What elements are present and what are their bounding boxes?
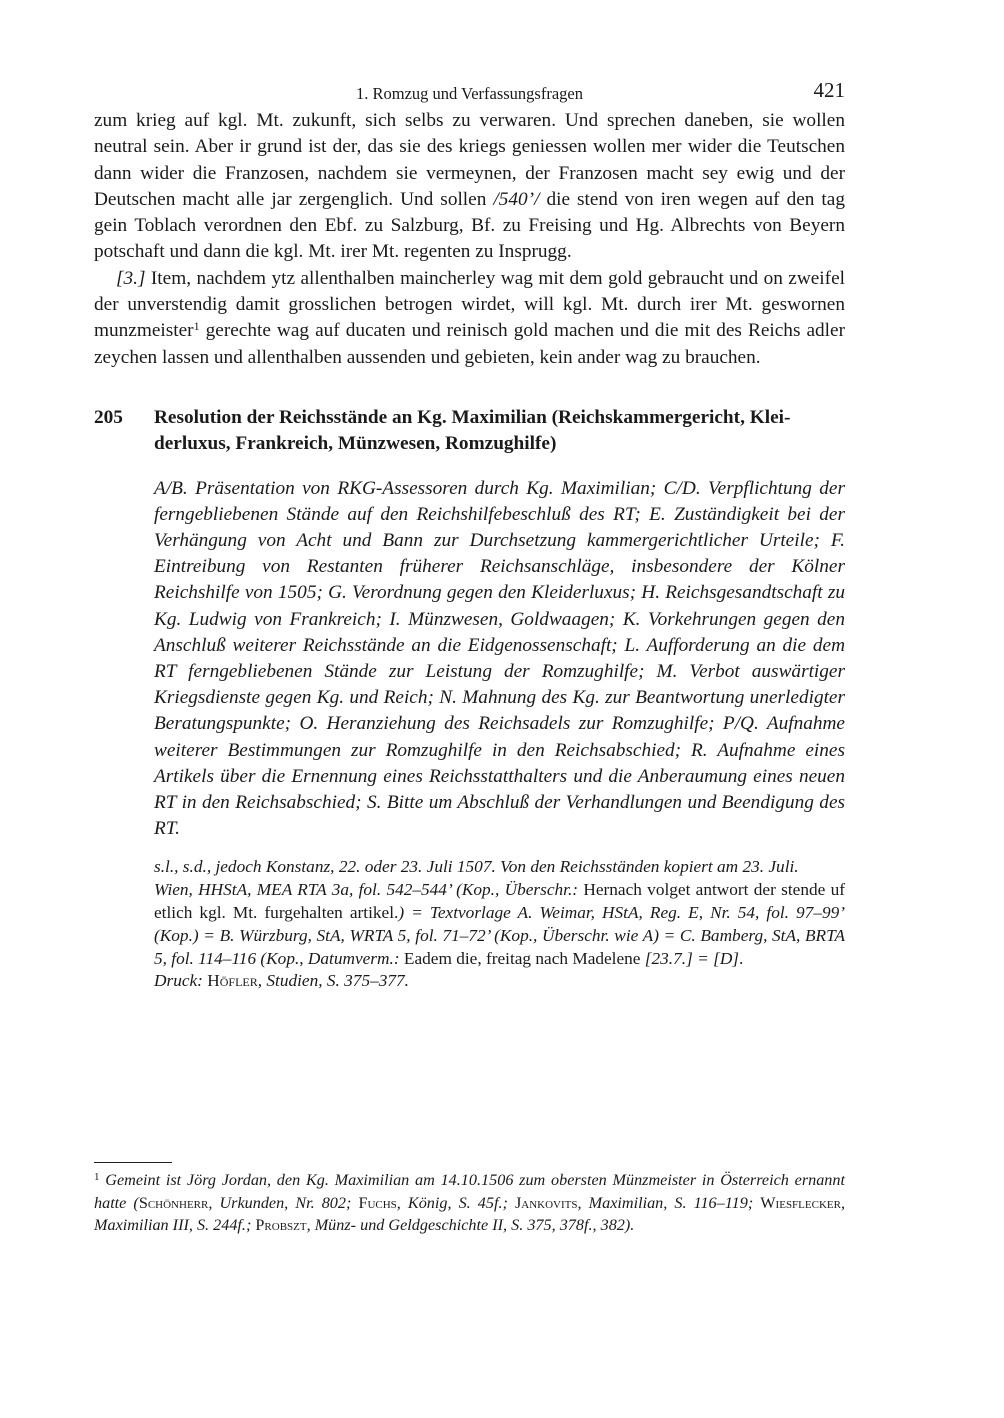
footnote-marker: 1: [94, 1171, 100, 1183]
footnote-1: [94, 1169, 845, 1237]
dating-line: [154, 856, 845, 879]
quoted-heading: Hernach volget antwort der stende uf etlich kgl. Mt. furgehalten artikel.: [154, 880, 845, 922]
document-summary: A/B. Präsentation von RKG-Assessoren durch Kg. Maximilian; C/D. Verpflichtung der ferngebliebenen Stände auf den Reichshilfebeschluß des RT; E. Zuständigkeit bei der Verhängung von Acht und Bann zur Durchsetzung kammergerichtlicher Urteile; F. Eintreibung von Restanten früherer Reichsanschläge, insbesondere der Kölner Reichshilfe von 1505; G. Verordnung gegen den Kleiderluxus; H. Reichsgesandtschaft zu Kg. Ludwig von Frankreich; I. Münzwesen, Goldwaagen; K. Vorkehrungen gegen den Anschluß weiterer Reichsstände an die Eidgenossenschaft; L. Aufforderung an die dem RT ferngebliebenen Stände zur Leistung der Romzughilfe; M. Verbot auswärtiger Kriegsdienste gegen Kg. und Reich; N. Mahnung des Kg. zur Beantwortung unerledigter Beratungspunkte; O. Heranziehung des Reichsadels zur Romzughilfe; P/Q. Aufnahme weiterer Bestimmungen zur Romzughilfe in den Reichsabschied; R. Aufnahme eines Artikels über die Ernennung eines Reichsstatthalters und die Anberaumung eines neuen RT in den Reichsabschied; S. Bitte um Abschluß der Verhandlungen und Beendigung des RT.: [154, 477, 845, 840]
paragraph-continued: [94, 108, 845, 266]
paragraph-item-3: [94, 266, 845, 371]
footnote-separator: [94, 1162, 172, 1163]
author-name: Höfler: [207, 971, 258, 991]
document-apparatus: [154, 476, 845, 994]
quoted-date: Eadem die, freitag nach Madelene: [399, 948, 645, 968]
footnote-reference[interactable]: 1: [193, 319, 200, 334]
document-title: [154, 405, 845, 458]
author-name: Wiesflecker: [760, 1193, 841, 1212]
document-number: 205: [94, 406, 123, 428]
author-name: Fuchs: [358, 1193, 397, 1212]
footnote-text: , König, S. 45f.;: [396, 1193, 515, 1212]
source-list: [154, 879, 845, 970]
author-name: Probszt: [255, 1216, 307, 1235]
document-title-line: Resolution der Reichsstände an Kg. Maximilian (Reichskammergericht, Klei-: [154, 406, 791, 428]
document-title-line: derluxus, Frankreich, Münzwesen, Romzughilfe): [154, 433, 557, 455]
page-number: 421: [813, 78, 845, 102]
footnote-text: , Maximilian III, S. 244f.;: [94, 1193, 845, 1235]
folio-marker: /540’/: [493, 188, 540, 210]
main-text: [94, 108, 845, 371]
footnote-text: , Urkunden, Nr. 802;: [208, 1193, 359, 1212]
source-text: [23.7.] = [D]: [644, 948, 740, 968]
text-run: gerechte wag auf ducaten und reinisch gold machen und die mit des Reichs adler zeychen lassen und allenthalben aussenden und gebieten, kein ander wag zu brauchen.: [94, 320, 845, 368]
source-text: ) = Textvorlage A. Weimar, HStA, Reg. E, Nr. 54, fol. 97–99’ (Kop.) = B. Würzburg, StA, WRTA 5, fol. 71–72’ (Kop., Überschr. wie A) = C. Bamberg, StA, BRTA 5, fol. 114–116 (Kop., Datumverm.:: [154, 903, 845, 968]
text-run: die stend von iren wegen auf den tag gein Toblach verordnen den Ebf. zu Salzburg, Bf. zu Freising und Hg. Albrechts von Beyern potschaft und dann die kgl. Mt. irer Mt. regenten zu Insprugg.: [94, 188, 845, 263]
author-name: Schönherr: [138, 1193, 209, 1212]
source-text: Wien, HHStA, MEA RTA 3a, fol. 542–544’ (Kop., Überschr.:: [154, 880, 579, 900]
running-title: 1. Romzug und Verfassungsfragen: [356, 84, 583, 103]
text-run: Item, nachdem ytz allenthalben maincherley wag mit dem gold gebraucht und on zweifel der unverstendig damit grosslichen betrogen wirdet, will kgl. Mt. durch irer Mt. geswornen munzmeister: [94, 267, 845, 342]
author-name: Jankovits: [514, 1193, 578, 1212]
running-header: [94, 78, 845, 108]
source-text: .: [739, 948, 744, 968]
footnote-text: , Maximilian, S. 116–119;: [577, 1193, 761, 1212]
page: [94, 78, 845, 993]
print-label: Druck:: [154, 971, 203, 991]
footnote-text: , Münz- und Geldgeschichte II, S. 375, 378f., 382).: [306, 1216, 635, 1235]
dating-text: s.l., s.d., jedoch Konstanz, 22. oder 23. Juli 1507. Von den Reichsständen kopiert am 23. Juli.: [154, 857, 799, 877]
footnote-text: Gemeint ist Jörg Jordan, den Kg. Maximilian am 14.10.1506 zum obersten Münzmeister in Österreich ernannt hatte (: [94, 1171, 845, 1212]
text-run: zum krieg auf kgl. Mt. zukunft, sich selbs zu verwaren. Und sprechen daneben, sie wollen neutral sein. Aber ir grund ist der, das sie des kriegs geniessen wollen mer wider die Teutschen dann wider die Franzosen, nachdem sie vermeynen, der Franzosen macht sey ewig und der Deutschen macht alle jar zergenglich. Und sollen: [94, 110, 845, 210]
print-reference: [154, 970, 845, 993]
document-heading: [94, 405, 845, 458]
document-metadata: [154, 856, 845, 993]
print-citation: , Studien, S. 375–377.: [257, 971, 409, 991]
item-marker: [3.]: [116, 267, 146, 289]
